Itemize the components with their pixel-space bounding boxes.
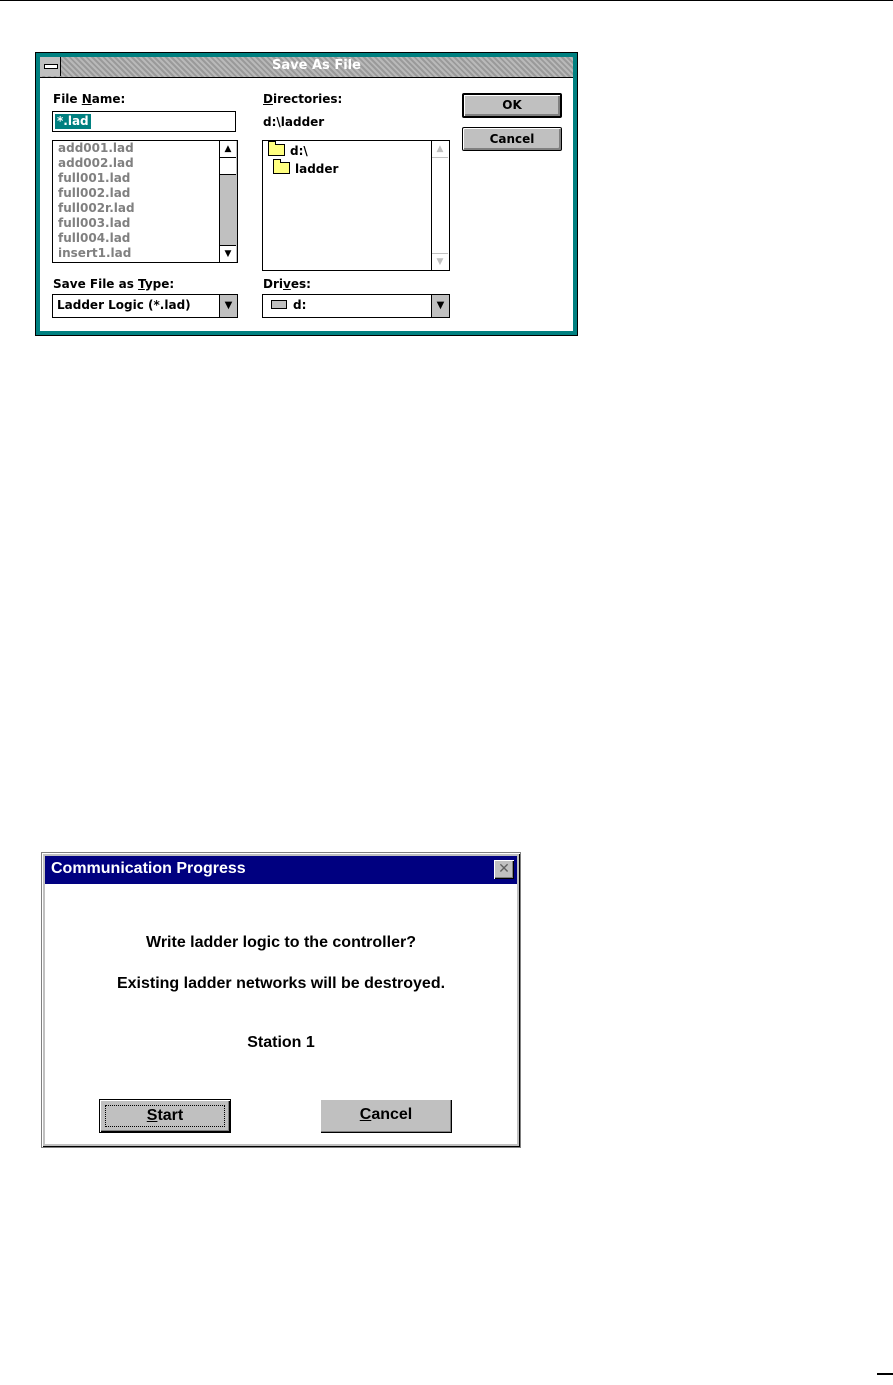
file-name-label-key: N [81,92,92,106]
system-menu-bar [44,64,58,69]
file-type-label-post: ype: [144,277,175,291]
comm-title-bar [45,856,517,884]
file-type-label [53,277,174,291]
directory-item-root[interactable] [268,143,308,159]
close-icon[interactable]: ✕ [494,860,514,879]
file-name-input[interactable] [52,111,236,132]
file-list-item[interactable]: add002.lad [58,156,134,170]
scroll-down-icon[interactable]: ▼ [220,245,236,262]
drives-label-key: v [283,277,291,291]
file-type-value: Ladder Logic (*.lad) [57,298,191,312]
scroll-up-icon[interactable]: ▲ [220,141,236,158]
save-as-title-bar [40,57,573,78]
file-type-label-pre: Save File as [53,277,139,291]
open-folder-icon [273,162,290,174]
directory-item-label: ladder [295,162,339,176]
directory-scrollbar[interactable] [431,141,449,270]
file-name-label-post: ame: [91,92,126,106]
cancel-button-key: C [359,1106,372,1123]
directory-item-ladder[interactable] [273,161,338,177]
drives-label-pre: Dri [263,277,283,291]
scroll-thumb[interactable] [220,158,236,175]
file-list-item[interactable]: full001.lad [58,171,131,185]
cancel-button[interactable]: Cancel [462,127,562,151]
file-name-label-pre: File [53,92,82,106]
drives-select[interactable] [262,294,450,318]
chevron-down-icon[interactable]: ▼ [219,295,237,317]
file-type-select[interactable] [52,294,238,318]
file-list-item[interactable]: full003.lad [58,216,131,230]
scroll-up-icon[interactable]: ▲ [432,141,448,158]
comm-cancel-button[interactable] [320,1099,452,1133]
chevron-down-icon[interactable]: ▼ [431,295,449,317]
file-list-item[interactable]: full002.lad [58,186,131,200]
file-list-item[interactable]: insert1.lad [58,246,132,260]
comm-question: Write ladder logic to the controller? [146,934,416,951]
file-list-items [58,141,135,261]
page-top-rule [0,0,893,1]
file-list-scrollbar[interactable] [219,141,237,262]
file-list-item[interactable]: full004.lad [58,231,131,245]
comm-title: Communication Progress [51,860,246,877]
directory-item-label: d:\ [290,144,308,158]
ok-button[interactable]: OK [462,93,562,118]
open-folder-icon [268,144,285,156]
drive-icon [271,300,287,309]
start-button[interactable] [99,1099,231,1133]
system-menu-icon[interactable] [40,57,61,76]
drive-value-wrap [271,298,306,312]
cancel-button-rest: ancel [371,1106,413,1123]
start-button-rest: tart [157,1107,184,1124]
comm-body [45,884,517,1144]
file-name-value: *.lad [57,114,89,128]
file-type-label-key: T [138,277,145,291]
page-corner-mark [877,1373,893,1375]
focus-rect [105,1105,225,1127]
file-list-item[interactable]: add001.lad [58,141,134,155]
save-as-title: Save As File [272,58,361,73]
comm-warning: Existing ladder networks will be destroyed. [116,975,446,992]
current-path: d:\ladder [263,115,325,129]
communication-progress-dialog [41,852,521,1148]
directories-label-post: irectories: [272,92,343,106]
directories-label [263,92,342,106]
drives-label-post: es: [290,277,311,291]
scroll-down-icon[interactable]: ▼ [432,253,448,270]
file-list-item[interactable]: full002r.lad [58,201,135,215]
file-list[interactable] [52,140,238,263]
directory-list[interactable] [262,140,450,271]
drives-label [263,277,311,291]
directories-label-key: D [263,92,273,106]
save-as-dialog [35,52,578,336]
start-button-key: S [146,1107,158,1124]
comm-station: Station 1 [247,1034,315,1051]
drive-value: d: [293,298,307,312]
file-name-label [53,92,125,106]
